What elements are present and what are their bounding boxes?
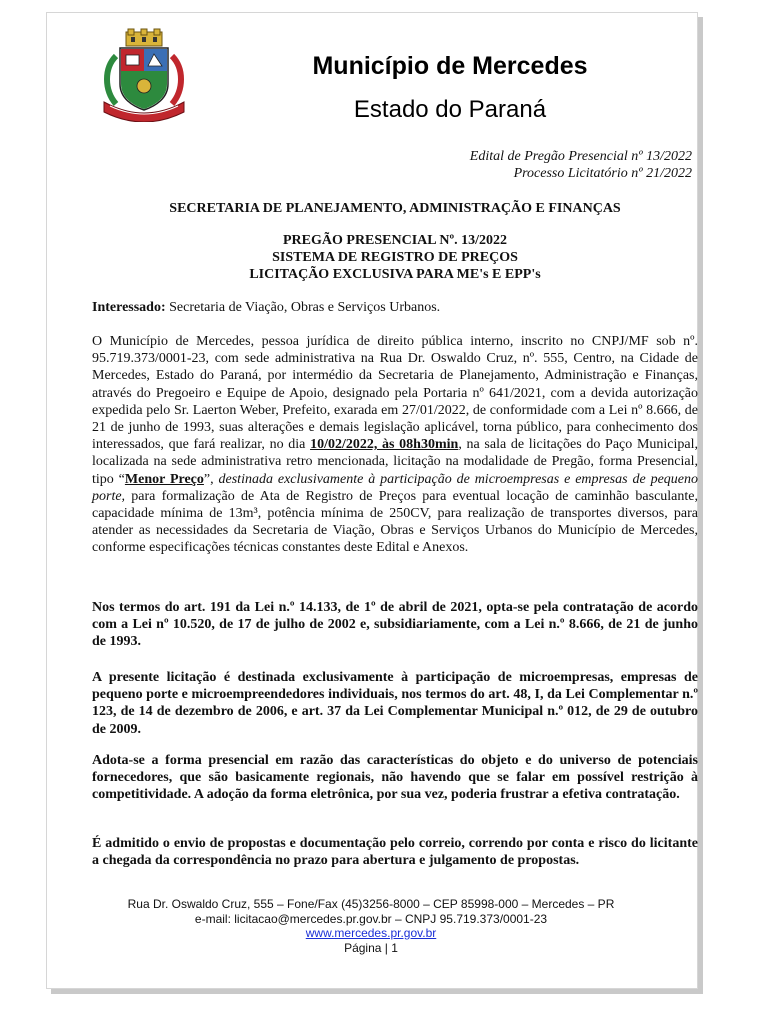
session-date: 10/02/2022, às 08h30min (310, 437, 459, 453)
interessado-line (92, 299, 698, 316)
secretaria-heading: SECRETARIA DE PLANEJAMENTO, ADMINISTRAÇÃO E FINANÇAS (169, 201, 621, 216)
footer-address: Rua Dr. Oswaldo Cruz, 555 – Fone/Fax (45)3256-8000 – CEP 85998-000 – Mercedes – PR (127, 897, 615, 911)
interessado-label: Interessado: (92, 300, 166, 315)
interessado-value: Secretaria de Viação, Obras e Serviços Urbanos. (165, 300, 441, 315)
footer-website-line (46, 926, 696, 941)
state-title: Estado do Paraná (353, 96, 547, 123)
processo-reference: Processo Licitatório nº 21/2022 (513, 166, 692, 181)
registro-precos-heading: SISTEMA DE REGISTRO DE PREÇOS (272, 250, 518, 265)
intro-text-4: para formalização de Ata de Registro de Preços para eventual locação de caminhão basculante, capacidade mínima de 13m³, potência mínima de 250CV, para realização de transportes diversos, para atender as necessidades da Secretaria de Viação, Obras e Serviços Urbanos do Município de Mercedes, conforme especificações técnicas constantes deste Edital e Anexos. (92, 488, 698, 556)
municipal-crest-logo (96, 28, 192, 122)
licitacao-exclusiva-heading: LICITAÇÃO EXCLUSIVA PARA ME's E EPP's (249, 267, 541, 282)
intro-text-1: O Município de Mercedes, pessoa jurídica de direito pública interno, inscrito no CNPJ/MF sob nº. 95.719.373/0001-23, com sede administrativa na Rua Dr. Oswaldo Cruz, nº. 555, Centro, na Cidade de Mercedes, Estado do Paraná, por intermédio da Secretaria de Planejamento, Administração e Finanças, através do Pregoeiro e Equipe de Apoio, designado pela Portaria nº 641/2021, com a devida autorização expedida pelo Sr. Laerton Weber, Prefeito, exarada em 27/01/2022, de conformidade com a Lei nº 8.666, de 21 de junho de 1993, suas alterações e demais legislação aplicável, torna público, para conhecimento dos interessados, que fará realizar, no dia (92, 334, 698, 453)
footer-email: e-mail: licitacao@mercedes.pr.gov.br – CNPJ 95.719.373/0001-23 (194, 912, 548, 926)
page-number: Página | 1 (344, 941, 398, 955)
pregao-heading: PREGÃO PRESENCIAL Nº. 13/2022 (283, 233, 507, 248)
website-link[interactable]: www.mercedes.pr.gov.br (305, 926, 437, 940)
intro-paragraph (92, 333, 698, 557)
intro-text-3: ”, (203, 471, 219, 487)
exclusive-bid-paragraph: A presente licitação é destinada exclusivamente à participação de microempresas, empresas de pequeno porte e microempreendedores individuais, nos termos do art. 48, I, da Lei Complementar n.º 123, de 14 de dezembro de 2006, e art. 37 da Lei Complementar Municipal n.º 012, de 29 de outubro de 2009. (92, 670, 698, 737)
mail-submission-paragraph: É admitido o envio de propostas e documentação pelo correio, correndo por conta e risco do licitante a chegada da correspondência no prazo para abertura e julgamento de propostas. (92, 836, 698, 869)
bid-type: Menor Preço (124, 471, 204, 487)
presential-form-paragraph: Adota-se a forma presencial em razão das características do objeto e do universo de potenciais fornecedores, que são basicamente regionais, não havendo que se falar em possível restrição à competitividade. A adoção da forma eletrônica, por sua vez, poderia frustrar a efetiva contratação. (92, 753, 698, 803)
intro-text-2: , na sala de licitações do Paço Municipal, localizada na sede administrativa retro mencionada, licitação na modalidade de Pregão, forma Presencial, tipo “ (92, 437, 698, 487)
exclusive-participation-text: destinada exclusivamente à participação de microempresas e empresas de pequeno porte, (92, 471, 698, 504)
edital-reference: Edital de Pregão Presencial nº 13/2022 (469, 149, 692, 164)
municipality-title: Município de Mercedes (312, 52, 588, 80)
legal-basis-paragraph: Nos termos do art. 191 da Lei n.º 14.133, de 1º de abril de 2021, opta-se pela contratação de acordo com a Lei nº 10.520, de 17 de julho de 2002 e, subsidiariamente, com a Lei n.º 8.666, de 21 de junho de 1993. (92, 600, 698, 650)
